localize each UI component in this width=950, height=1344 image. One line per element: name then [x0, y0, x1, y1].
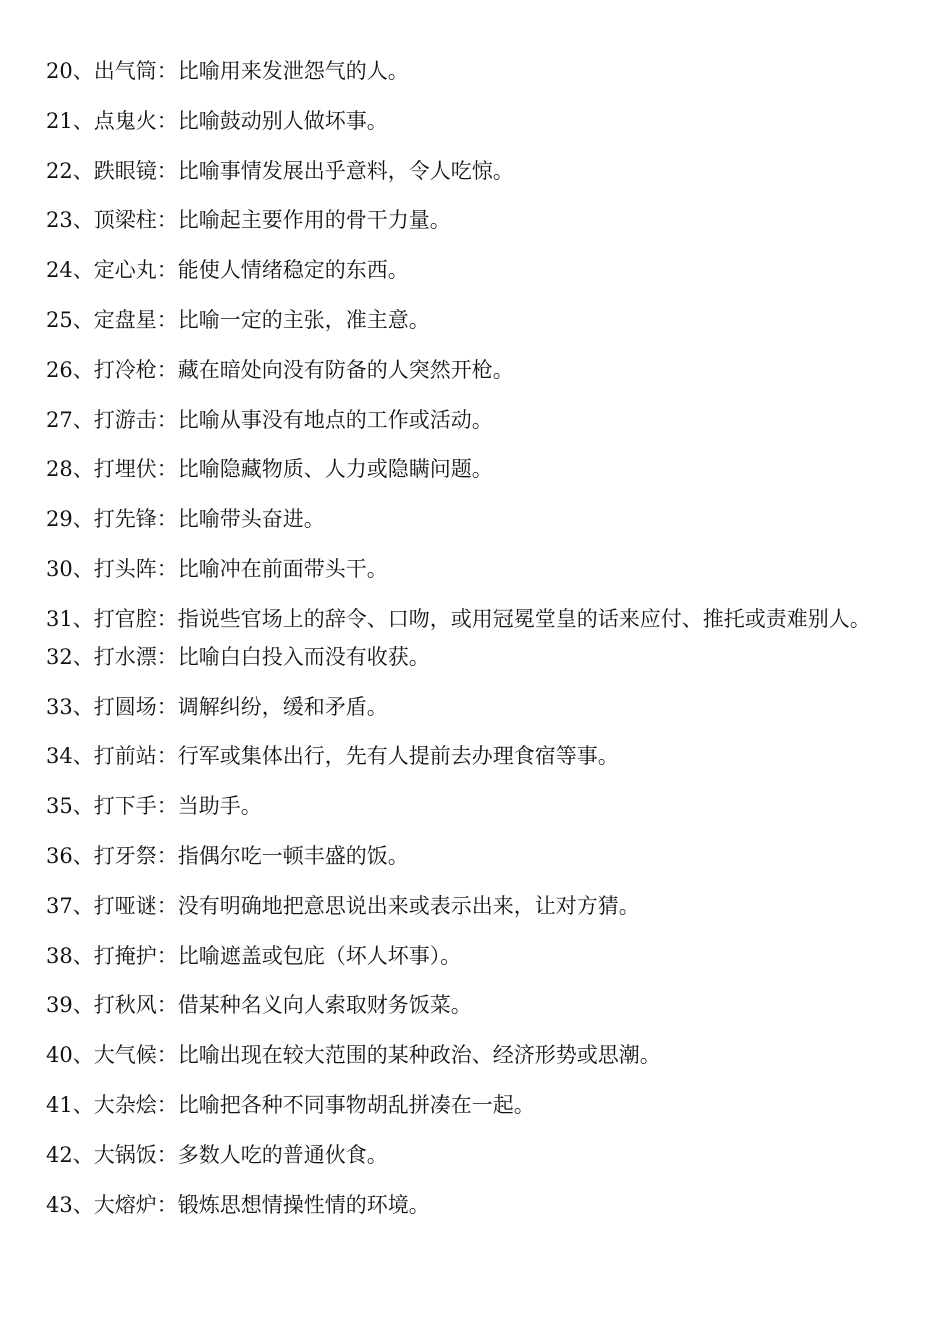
number-separator: 、: [72, 794, 94, 819]
list-item: [46, 251, 908, 289]
number-separator: 、: [72, 1092, 94, 1117]
list-item: [46, 351, 908, 389]
number-separator: 、: [72, 357, 94, 382]
entry-definition: 比喻白白投入而没有收获。: [177, 644, 430, 669]
number-separator: 、: [72, 943, 94, 968]
list-item: [46, 1136, 908, 1174]
term-separator: ：: [156, 258, 178, 283]
entry-definition: 比喻出现在较大范围的某种政治、经济形势或思潮。: [177, 1043, 661, 1068]
term-separator: ：: [156, 556, 178, 581]
term-separator: ：: [156, 893, 178, 918]
number-separator: 、: [72, 893, 94, 918]
entry-definition: 藏在暗处向没有防备的人突然开枪。: [177, 357, 514, 382]
entry-term: 大锅饭: [93, 1142, 157, 1167]
number-separator: 、: [72, 1043, 94, 1068]
document-page: [46, 52, 908, 1235]
entry-term: 大气候: [93, 1043, 157, 1068]
list-item: [46, 52, 908, 90]
term-separator: ：: [156, 943, 178, 968]
number-separator: 、: [72, 993, 94, 1018]
list-item: [46, 401, 908, 439]
entry-term: 打圆场: [93, 694, 157, 719]
term-separator: ：: [156, 307, 178, 332]
list-item: [46, 301, 908, 339]
entry-definition: 比喻带头奋进。: [177, 507, 325, 532]
entry-definition: 比喻用来发泄怨气的人。: [177, 59, 409, 83]
entry-number: 24: [46, 258, 73, 283]
entry-number: 23: [46, 208, 73, 233]
entry-term: 点鬼火: [93, 108, 157, 133]
number-separator: 、: [72, 507, 94, 532]
entry-term: 定盘星: [93, 307, 157, 332]
term-separator: ：: [156, 993, 178, 1018]
entry-term: 大杂烩: [93, 1092, 157, 1117]
entry-term: 打水漂: [93, 644, 157, 669]
number-separator: 、: [72, 843, 94, 868]
term-separator: ：: [156, 1142, 178, 1167]
entry-term: 打游击: [93, 407, 157, 432]
entry-definition: 多数人吃的普通伙食。: [177, 1142, 388, 1167]
entry-definition: 比喻把各种不同事物胡乱拼凑在一起。: [177, 1092, 535, 1117]
entry-term: 打先锋: [93, 507, 157, 532]
number-separator: 、: [72, 407, 94, 432]
entry-definition: 行军或集体出行，先有人提前去办理食宿等事。: [177, 744, 619, 769]
list-item: [46, 102, 908, 140]
entry-definition: 锻炼思想情操性情的环境。: [177, 1192, 430, 1217]
term-separator: ：: [156, 843, 178, 868]
term-separator: ：: [156, 457, 178, 482]
entry-number: 25: [46, 307, 73, 332]
entry-number: 20: [46, 59, 73, 83]
entry-term: 打牙祭: [93, 843, 157, 868]
entry-term: 打前站: [93, 744, 157, 769]
entry-term: 打下手: [93, 794, 157, 819]
entry-term: 顶梁柱: [93, 208, 157, 233]
entry-term: 打头阵: [93, 556, 157, 581]
entry-definition: 比喻从事没有地点的工作或活动。: [177, 407, 493, 432]
entry-definition: 调解纠纷，缓和矛盾。: [177, 694, 388, 719]
entry-number: 33: [46, 694, 73, 719]
entry-number: 31: [46, 606, 73, 631]
number-separator: 、: [72, 59, 94, 83]
entry-term: 定心丸: [93, 258, 157, 283]
list-item: [46, 638, 908, 676]
term-separator: ：: [156, 644, 178, 669]
entry-number: 28: [46, 457, 73, 482]
entry-term: 大熔炉: [93, 1192, 157, 1217]
term-separator: ：: [156, 606, 178, 631]
entry-definition: 能使人情绪稳定的东西。: [177, 258, 409, 283]
list-item: [46, 1036, 908, 1074]
entry-definition: 比喻鼓动别人做坏事。: [177, 108, 388, 133]
entry-definition: 比喻起主要作用的骨干力量。: [177, 208, 451, 233]
list-item: [46, 450, 908, 488]
entry-number: 26: [46, 357, 73, 382]
entry-term: 出气筒: [93, 59, 157, 83]
term-separator: ：: [156, 108, 178, 133]
list-item: [46, 837, 908, 875]
number-separator: 、: [72, 606, 94, 631]
list-item: [46, 787, 908, 825]
entry-definition: 指偶尔吃一顿丰盛的饭。: [177, 843, 409, 868]
entry-definition: 比喻一定的主张，准主意。: [177, 307, 430, 332]
entry-term: 打埋伏: [93, 457, 157, 482]
number-separator: 、: [72, 556, 94, 581]
entry-definition: 比喻遮盖或包庇（坏人坏事）。: [177, 943, 462, 968]
list-item: [46, 500, 908, 538]
number-separator: 、: [72, 1142, 94, 1167]
term-separator: ：: [156, 507, 178, 532]
list-item: [46, 152, 908, 190]
number-separator: 、: [72, 1192, 94, 1217]
number-separator: 、: [72, 644, 94, 669]
entry-number: 35: [46, 794, 73, 819]
term-separator: ：: [156, 158, 178, 183]
list-item: [46, 1186, 908, 1224]
term-separator: ：: [156, 407, 178, 432]
entry-number: 29: [46, 507, 73, 532]
list-item: [46, 887, 908, 925]
entry-number: 27: [46, 407, 73, 432]
entry-number: 34: [46, 744, 73, 769]
number-separator: 、: [72, 208, 94, 233]
term-separator: ：: [156, 208, 178, 233]
number-separator: 、: [72, 108, 94, 133]
entry-number: 32: [46, 644, 73, 669]
term-separator: ：: [156, 694, 178, 719]
term-separator: ：: [156, 1043, 178, 1068]
list-item: [46, 737, 908, 775]
entry-term: 打冷枪: [93, 357, 157, 382]
entry-number: 36: [46, 843, 73, 868]
entry-term: 打哑谜: [93, 893, 157, 918]
term-separator: ：: [156, 794, 178, 819]
entry-definition: 比喻隐藏物质、人力或隐瞒问题。: [177, 457, 493, 482]
entry-number: 42: [46, 1142, 73, 1167]
list-item: [46, 937, 908, 975]
entry-definition: 借某种名义向人索取财务饭菜。: [177, 993, 472, 1018]
entry-term: 打掩护: [93, 943, 157, 968]
term-separator: ：: [156, 357, 178, 382]
entry-number: 21: [46, 108, 73, 133]
entry-number: 41: [46, 1092, 73, 1117]
entry-definition: 比喻冲在前面带头干。: [177, 556, 388, 581]
list-item: [46, 688, 908, 726]
term-separator: ：: [156, 744, 178, 769]
term-separator: ：: [156, 1092, 178, 1117]
entry-number: 43: [46, 1192, 73, 1217]
entry-definition: 当助手。: [177, 794, 262, 819]
entry-number: 38: [46, 943, 73, 968]
entry-number: 39: [46, 993, 73, 1018]
entry-number: 30: [46, 556, 73, 581]
number-separator: 、: [72, 258, 94, 283]
entry-term: 跌眼镜: [93, 158, 157, 183]
list-item: [46, 600, 908, 638]
number-separator: 、: [72, 744, 94, 769]
number-separator: 、: [72, 457, 94, 482]
entry-term: 打官腔: [93, 606, 157, 631]
list-item: [46, 986, 908, 1024]
entry-definition: 指说些官场上的辞令、口吻，或用冠冕堂皇的话来应付、推托或责难别人。: [177, 606, 871, 631]
number-separator: 、: [72, 694, 94, 719]
entry-term: 打秋风: [93, 993, 157, 1018]
entry-number: 40: [46, 1043, 73, 1068]
entry-number: 22: [46, 158, 73, 183]
term-separator: ：: [156, 1192, 178, 1217]
number-separator: 、: [72, 158, 94, 183]
entry-number: 37: [46, 893, 73, 918]
entry-definition: 比喻事情发展出乎意料，令人吃惊。: [177, 158, 514, 183]
list-item: [46, 201, 908, 239]
list-item: [46, 550, 908, 588]
entry-definition: 没有明确地把意思说出来或表示出来，让对方猜。: [177, 893, 640, 918]
list-item: [46, 1086, 908, 1124]
term-separator: ：: [156, 59, 178, 83]
number-separator: 、: [72, 307, 94, 332]
